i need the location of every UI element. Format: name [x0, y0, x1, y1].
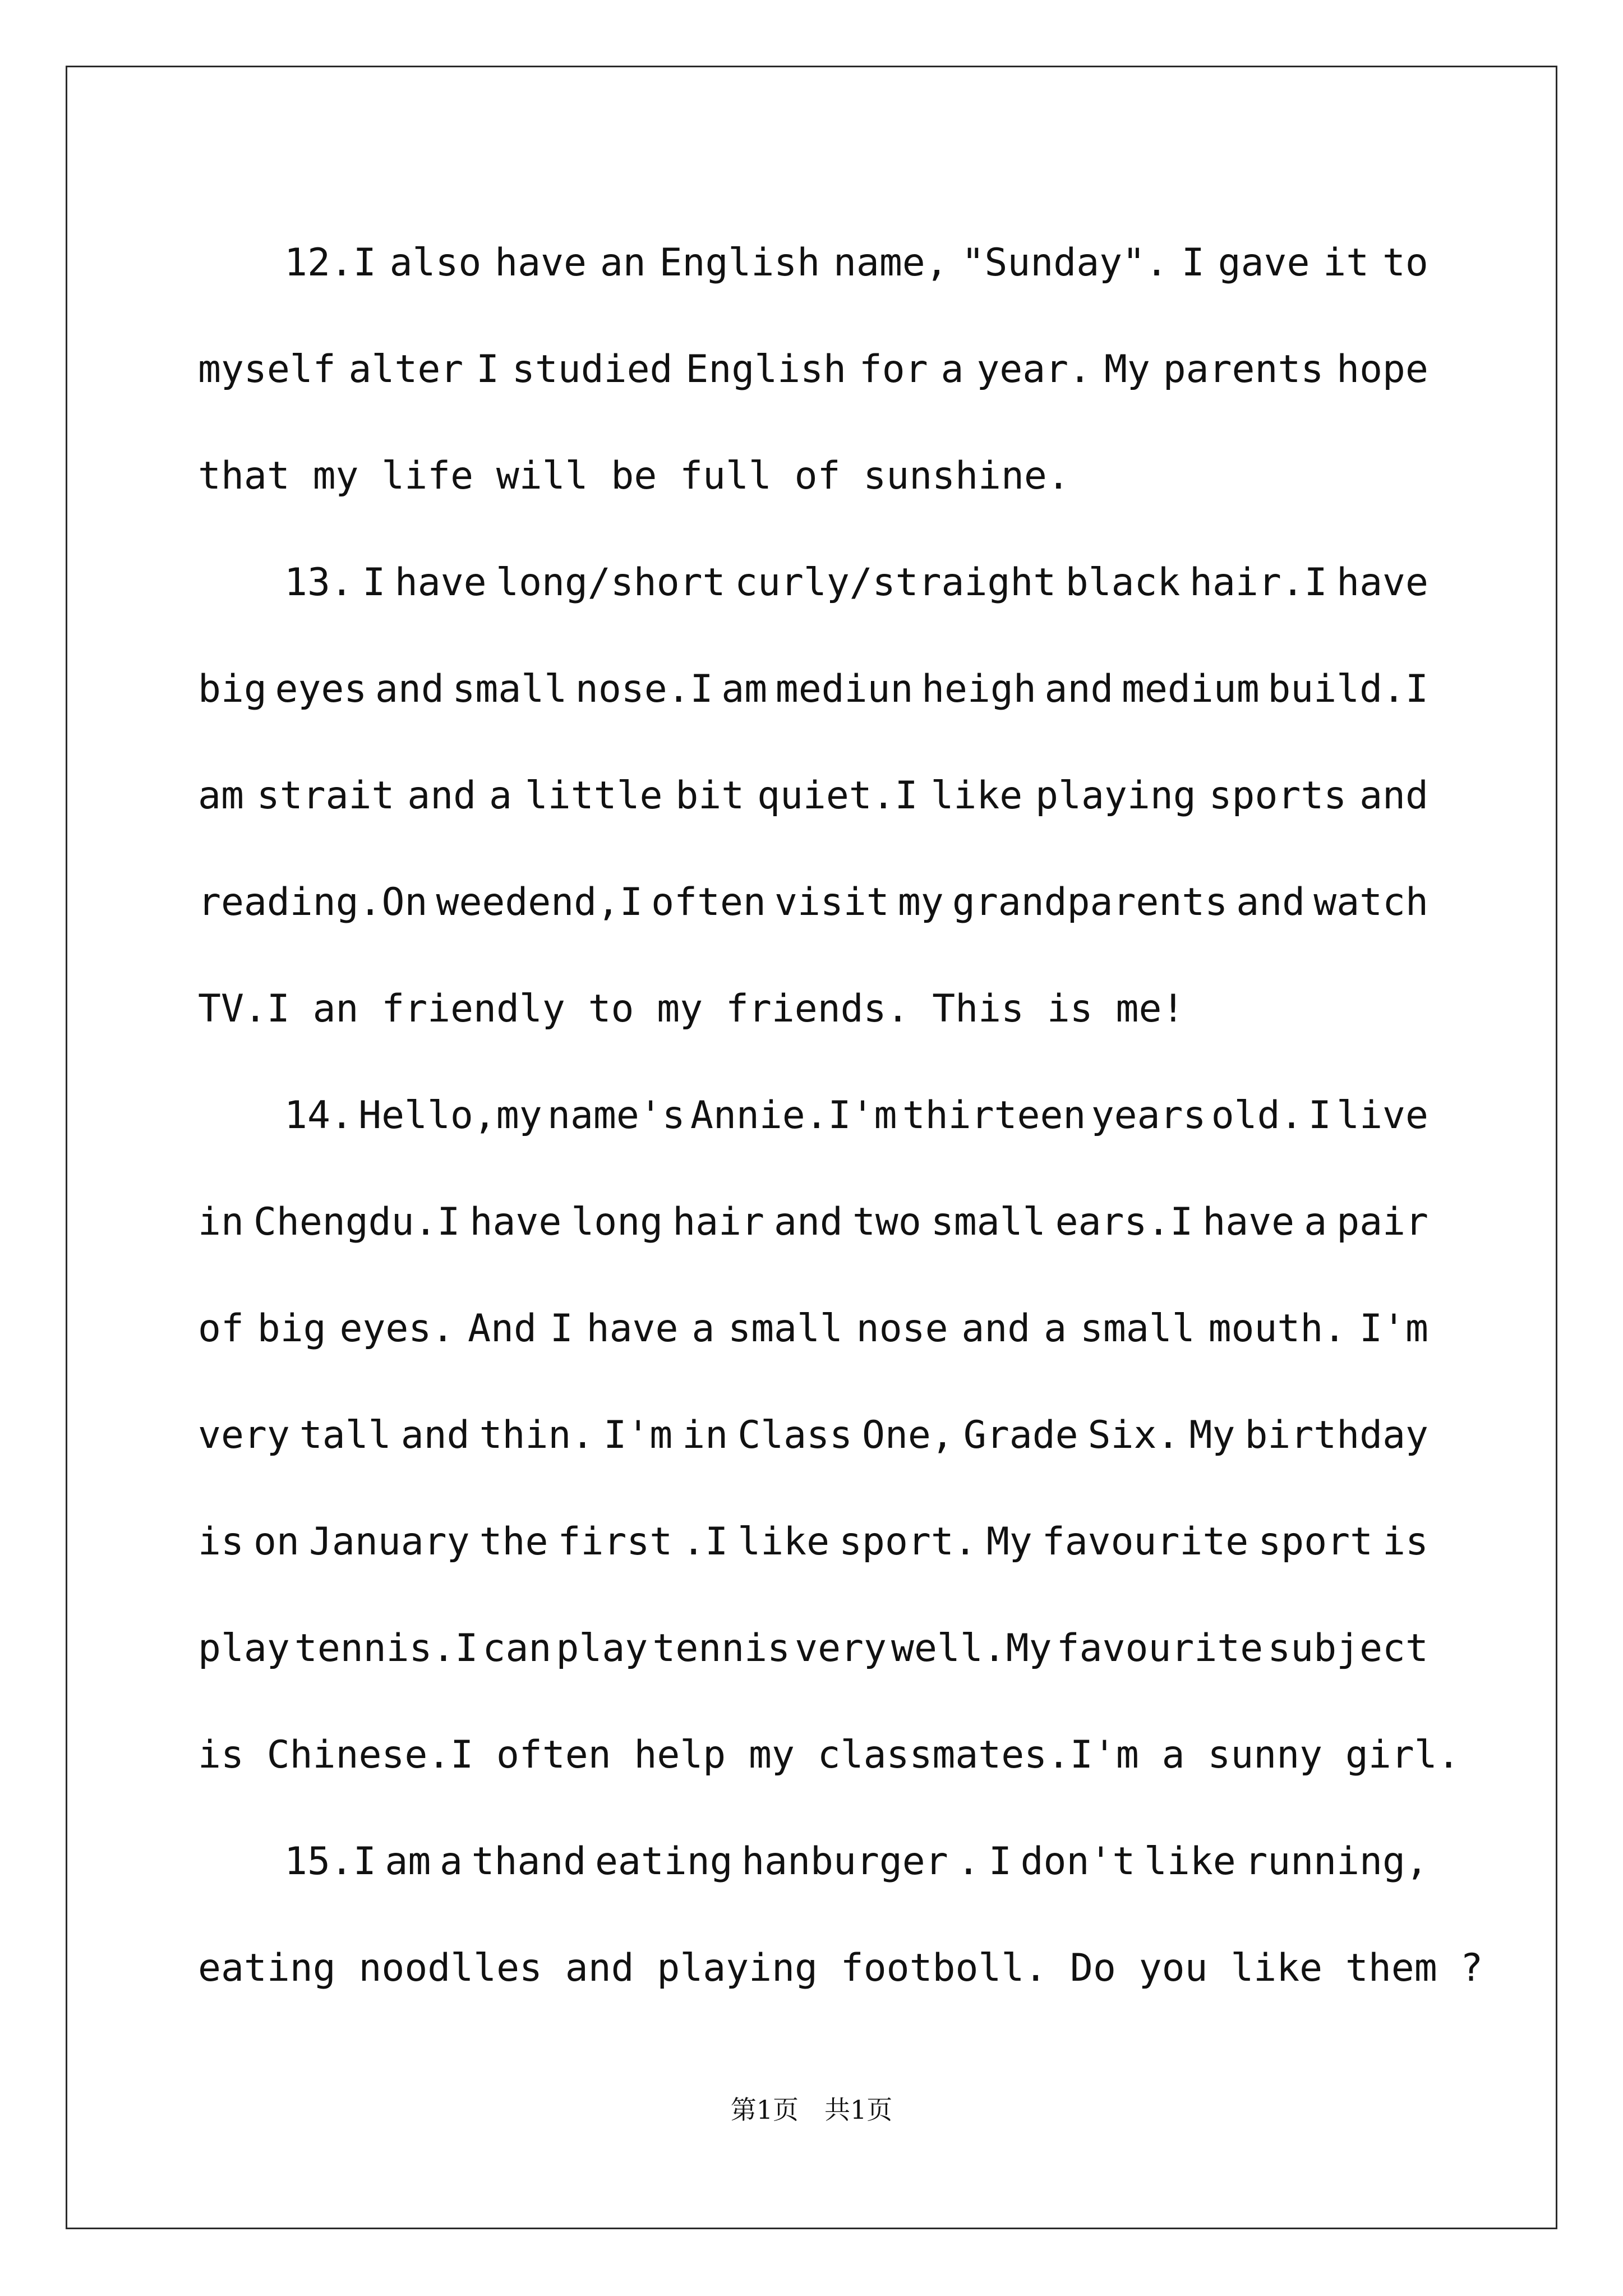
text-line: TV.I an friendly to my friends. This is me!	[198, 987, 1185, 1031]
paragraph-p12	[198, 210, 1428, 530]
text-line: reading.On weedend,I often visit my grandparents and watch	[198, 880, 1428, 924]
paragraph-p15	[198, 1809, 1483, 2022]
text-line: very tall and thin. I'm in Class One, Grade Six. My birthday	[198, 1413, 1428, 1457]
text-line: is Chinese.I often help my classmates.I'm a sunny girl.	[198, 1733, 1460, 1777]
paragraph-p13	[198, 530, 1428, 1062]
text-line: is on January the first .I like sport. My favourite sport is	[198, 1520, 1428, 1564]
text-line: that my life will be full of sunshine.	[198, 454, 1070, 498]
paragraph-p14	[198, 1062, 1460, 1809]
text-line: of big eyes. And I have a small nose and a small mouth. I'm	[198, 1306, 1428, 1351]
document-body	[198, 210, 1483, 2022]
text-line: myself alter I studied English for a year. My parents hope	[198, 347, 1428, 392]
text-line: 13. I have long/short curly/straight black hair.I have	[284, 560, 1428, 605]
text-line: 14. Hello,my name's Annie.I'm thirteen years old. I live	[284, 1093, 1428, 1138]
text-line: 12.I also have an English name, "Sunday". I gave it to	[284, 241, 1428, 285]
text-line: in Chengdu.I have long hair and two small ears.I have a pair	[198, 1200, 1428, 1244]
text-line: big eyes and small nose.I am mediun heigh and medium build.I	[198, 667, 1428, 711]
page-number-footer: 第1页 共1页	[730, 2095, 893, 2125]
text-line: play tennis.I can play tennis very well.My favourite subject	[198, 1626, 1428, 1671]
text-line: 15.I am a thand eating hanburger . I don't like running,	[284, 1839, 1428, 1884]
text-line: am strait and a little bit quiet.I like playing sports and	[198, 774, 1428, 818]
text-line: eating noodlles and playing footboll. Do you like them ?	[198, 1946, 1483, 1990]
